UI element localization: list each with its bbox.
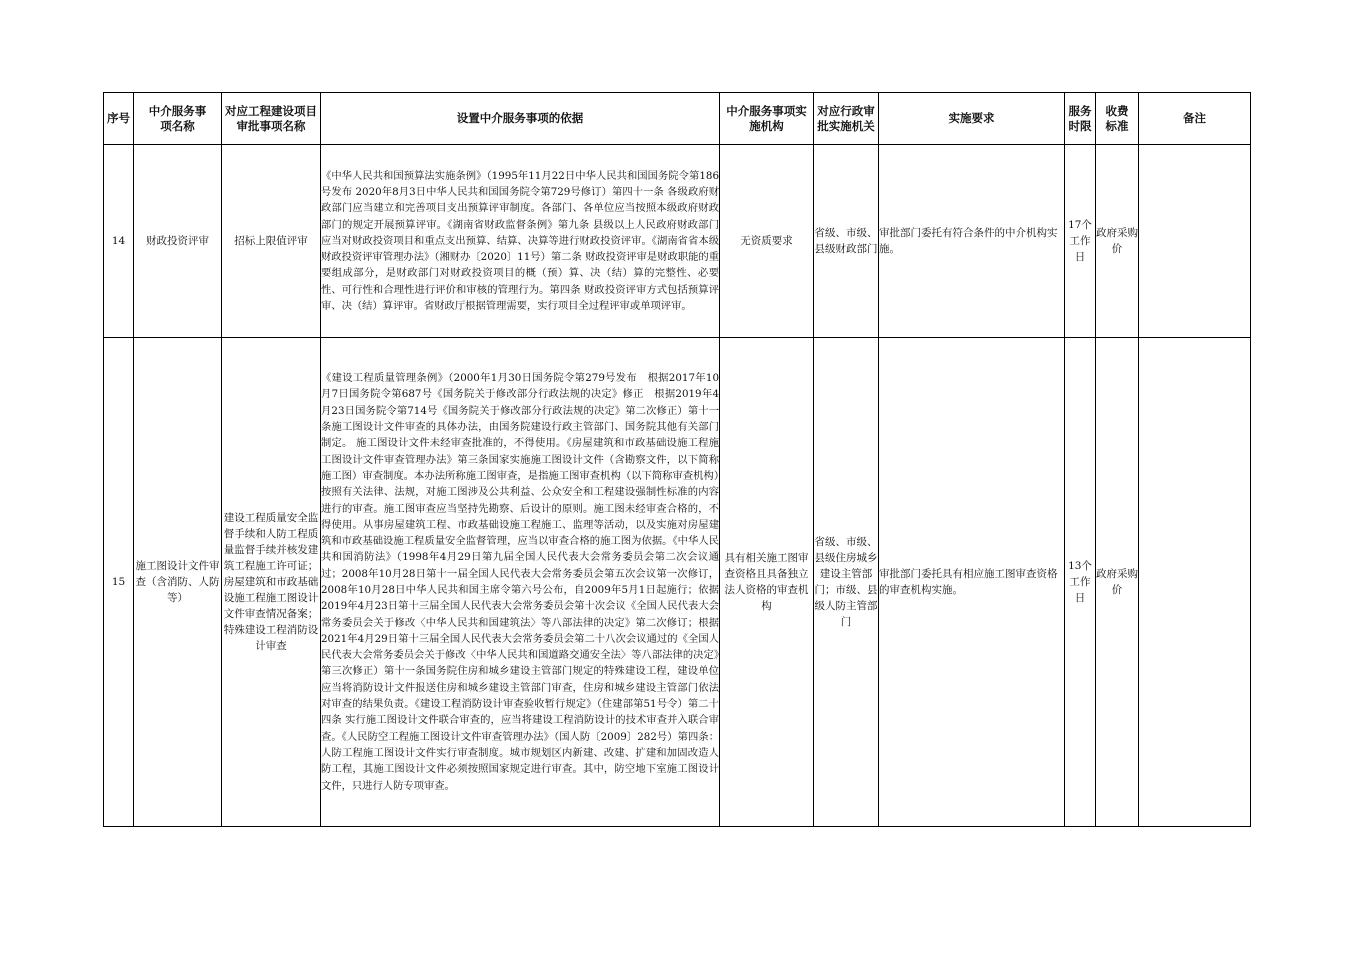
cell-fee: 政府采购价 [1096, 338, 1139, 827]
cell-requirement: 审批部门委托具有相应施工图审查资格的审查机构实施。 [879, 338, 1065, 827]
header-agency: 中介服务事项实施机构 [720, 93, 814, 145]
cell-timelimit: 17个工作日 [1065, 145, 1096, 338]
cell-approval: 建设工程质量安全监督手续和人防工程质量监督手续并核发建筑工程施工许可证；房屋建筑和市政基础设施工程施工图设计文件审查情况备案；特殊建设工程消防设计审查 [222, 338, 321, 827]
cell-requirement: 审批部门委托有符合条件的中介机构实施。 [879, 145, 1065, 338]
cell-basis: 《建设工程质量管理条例》（2000年1月30日国务院令第279号发布 根据2017年10月7日国务院令第687号《国务院关于修改部分行政法规的决定》修正 根据2019年4月23日国务院令第714号《国务院关于修改部分行政法规的决定》第二次修正）第十一条施工图设计文件审查的具体办法，由国务院建设行政主管部门、国务院其他有关部门制定。 施工图设计文件未经审查批准的，不得使用。《房屋建筑和市政基础设施工程施工图设计文件审查管理办法》第三条国家实施施工图设计文件（含勘察文件，以下简称施工图）审查制度。本办法所称施工图审查，是指施工图审查机构（以下简称审查机构）按照有关法律、法规，对施工图涉及公共利益、公众安全和工程建设强制性标准的内容进行的审查。施工图审查应当坚持先勘察、后设计的原则。施工图未经审查合格的，不得使用。从事房屋建筑工程、市政基础设施工程施工、监理等活动，以及实施对房屋建筑和市政基础设施工程质量安全监督管理，应当以审查合格的施工图为依据。《中华人民共和国消防法》（1998年4月29日第九届全国人民代表大会常务委员会第二次会议通过；2008年10月28日第十一届全国人民代表大会常务委员会第五次会议第一次修订，2008年10月28日中华人民共和国主席令第六号公布，自2009年5月1日起施行；依据2019年4月23日第十三届全国人民代表大会常务委员会第十次会议《全国人民代表大会常务委员会关于修改〈中华人民共和国建筑法〉等八部法律的决定》第二次修订；根据2021年4月29日第十三届全国人民代表大会常务委员会第二十八次会议通过的《全国人民代表大会常务委员会关于修改〈中华人民共和国道路交通安全法〉等八部法律的决定》第三次修正）第十一条国务院住房和城乡建设主管部门规定的特殊建设工程，建设单位应当将消防设计文件报送住房和城乡建设主管部门审查，住房和城乡建设主管部门依法对审查的结果负责。《建设工程消防设计审查验收暂行规定》（住建部第51号令）第二十四条 实行施工图设计文件联合审查的，应当将建设工程消防设计的技术审查并入联合审查。《人民防空工程施工图设计文件审查管理办法》（国人防〔2009〕282号）第四条：人防工程施工图设计文件实行审查制度。城市规划区内新建、改建、扩建和加固改造人防工程，其施工图设计文件必须按照国家规定进行审查。其中，防空地下室施工图设计文件，只进行人防专项审查。 [321, 338, 720, 827]
cell-agency: 无资质要求 [720, 145, 814, 338]
cell-authority: 省级、市级、县级财政部门 [814, 145, 879, 338]
cell-agency: 具有相关施工图审查资格且具备独立法人资格的审查机构 [720, 338, 814, 827]
header-requirement: 实施要求 [879, 93, 1065, 145]
table-row [104, 145, 1251, 338]
header-row [104, 93, 1251, 145]
cell-seq: 15 [104, 338, 134, 827]
cell-item: 财政投资评审 [134, 145, 222, 338]
cell-basis: 《中华人民共和国预算法实施条例》（1995年11月22日中华人民共和国国务院令第186号发布 2020年8月3日中华人民共和国国务院令第729号修订）第四十一条 各级政府财政部门应当建立和完善项目支出预算评审制度。各部门、各单位应当按照本级政府财政部门的规定开展预算评审。《湖南省财政监督条例》第九条 县级以上人民政府财政部门应当对财政投资项目和重点支出预算、结算、决算等进行财政投资评审。《湖南省省本级财政投资评审管理办法》（湘财办〔2020〕11号）第二条 财政投资评审是财政职能的重要组成部分，是财政部门对财政投资项目的概（预）算、决（结）算的完整性、必要性、可行性和合理性进行评价和审核的管理行为。第四条 财政投资评审方式包括预算评审、决（结）算评审。省财政厅根据管理需要，实行项目全过程评审或单项评审。 [321, 145, 720, 338]
header-seq: 序号 [104, 93, 134, 145]
cell-remark [1139, 145, 1251, 338]
table-row [104, 338, 1251, 827]
cell-approval: 招标上限值评审 [222, 145, 321, 338]
cell-authority: 省级、市级、县级住房城乡建设主管部门；市级、县级人防主管部门 [814, 338, 879, 827]
header-basis: 设置中介服务事项的依据 [321, 93, 720, 145]
header-authority: 对应行政审批实施机关 [814, 93, 879, 145]
header-timelimit: 服务时限 [1065, 93, 1096, 145]
cell-remark [1139, 338, 1251, 827]
cell-timelimit: 13个工作日 [1065, 338, 1096, 827]
header-item: 中介服务事项名称 [134, 93, 222, 145]
header-approval: 对应工程建设项目审批事项名称 [222, 93, 321, 145]
cell-seq: 14 [104, 145, 134, 338]
cell-item: 施工图设计文件审查（含消防、人防等） [134, 338, 222, 827]
service-items-table [103, 92, 1251, 827]
header-fee: 收费标准 [1096, 93, 1139, 145]
header-remark: 备注 [1139, 93, 1251, 145]
cell-fee: 政府采购价 [1096, 145, 1139, 338]
